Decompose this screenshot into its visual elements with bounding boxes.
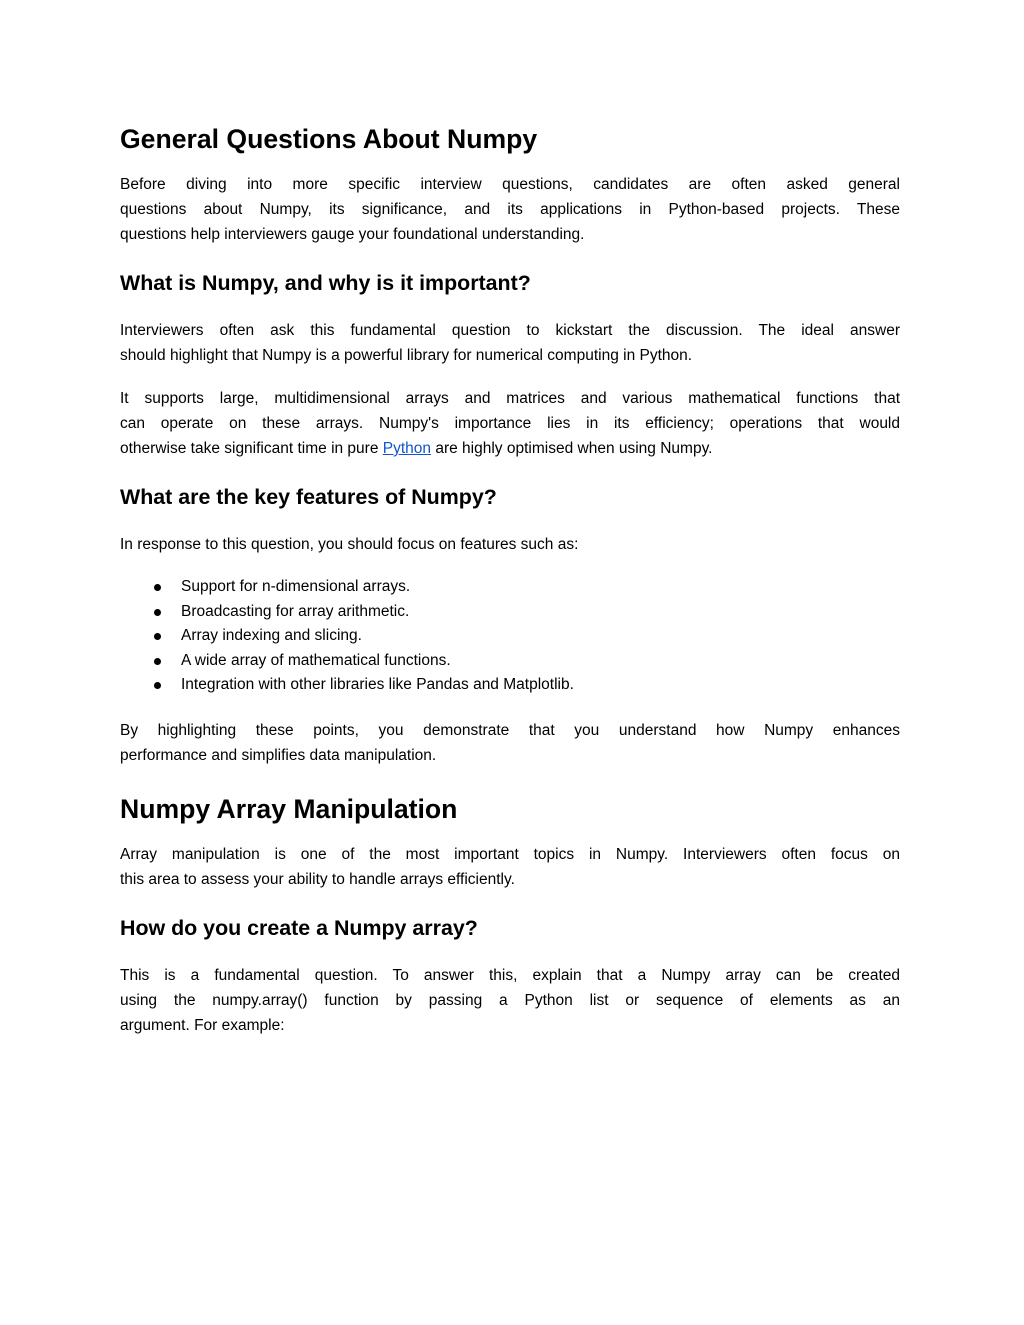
paragraph-text: are highly optimised when using Numpy. (431, 440, 713, 457)
paragraph-array-manipulation (120, 842, 900, 892)
paragraph-line: argument. For example: (120, 1016, 285, 1034)
list-item: Array indexing and slicing. (120, 624, 900, 649)
paragraph-line: This is a fundamental question. To answer this, explain that a Numpy array can be created (120, 966, 900, 984)
paragraph-by-highlighting (120, 718, 900, 768)
paragraph-line: Array manipulation is one of the most important topics in Numpy. Interviewers often focus on (120, 845, 900, 863)
list-item: Broadcasting for array arithmetic. (120, 600, 900, 625)
paragraph-line: Before diving into more specific interview questions, candidates are often asked general (120, 176, 900, 193)
paragraph-line (120, 436, 900, 461)
paragraph-line: performance and simplifies data manipulation. (120, 746, 437, 764)
heading-how-create-array: How do you create a Numpy array? (120, 915, 478, 940)
heading-general-questions: General Questions About Numpy (120, 124, 538, 154)
paragraph-supports (120, 386, 900, 461)
heading-array-manipulation: Numpy Array Manipulation (120, 793, 458, 824)
paragraph-line: It supports large, multidimensional arrays and matrices and various mathematical functions that (120, 390, 900, 407)
paragraph-text: otherwise take significant time in pure (120, 440, 383, 457)
paragraph-intro (120, 172, 900, 247)
heading-key-features: What are the key features of Numpy? (120, 485, 497, 509)
paragraph-line: can operate on these arrays. Numpy's importance lies in its efficiency; operations that would (120, 415, 900, 432)
paragraph-line: should highlight that Numpy is a powerful library for numerical computing in Python. (120, 347, 693, 364)
heading-what-is-numpy: What is Numpy, and why is it important? (120, 271, 531, 295)
paragraph-line: using the numpy.array() function by passing a Python list or sequence of elements as an (120, 991, 900, 1009)
paragraph-line: questions help interviewers gauge your foundational understanding. (120, 226, 585, 243)
paragraph-how-create (120, 963, 900, 1038)
features-list (120, 575, 900, 698)
paragraph-line: this area to assess your ability to handle arrays efficiently. (120, 870, 515, 888)
paragraph-line: Interviewers often ask this fundamental question to kickstart the discussion. The ideal answer (120, 322, 900, 339)
list-item: Integration with other libraries like Pandas and Matplotlib. (120, 673, 900, 698)
list-item: Support for n-dimensional arrays. (120, 575, 900, 600)
paragraph-interviewers (120, 318, 900, 368)
paragraph-line: questions about Numpy, its significance, and its applications in Python-based projects. These (120, 201, 900, 218)
python-link[interactable]: Python (382, 440, 432, 457)
list-item: A wide array of mathematical functions. (120, 649, 900, 674)
paragraph-line: In response to this question, you should focus on features such as: (120, 536, 579, 553)
paragraph-line: By highlighting these points, you demonstrate that you understand how Numpy enhances (120, 721, 900, 739)
paragraph-in-response (120, 532, 900, 557)
